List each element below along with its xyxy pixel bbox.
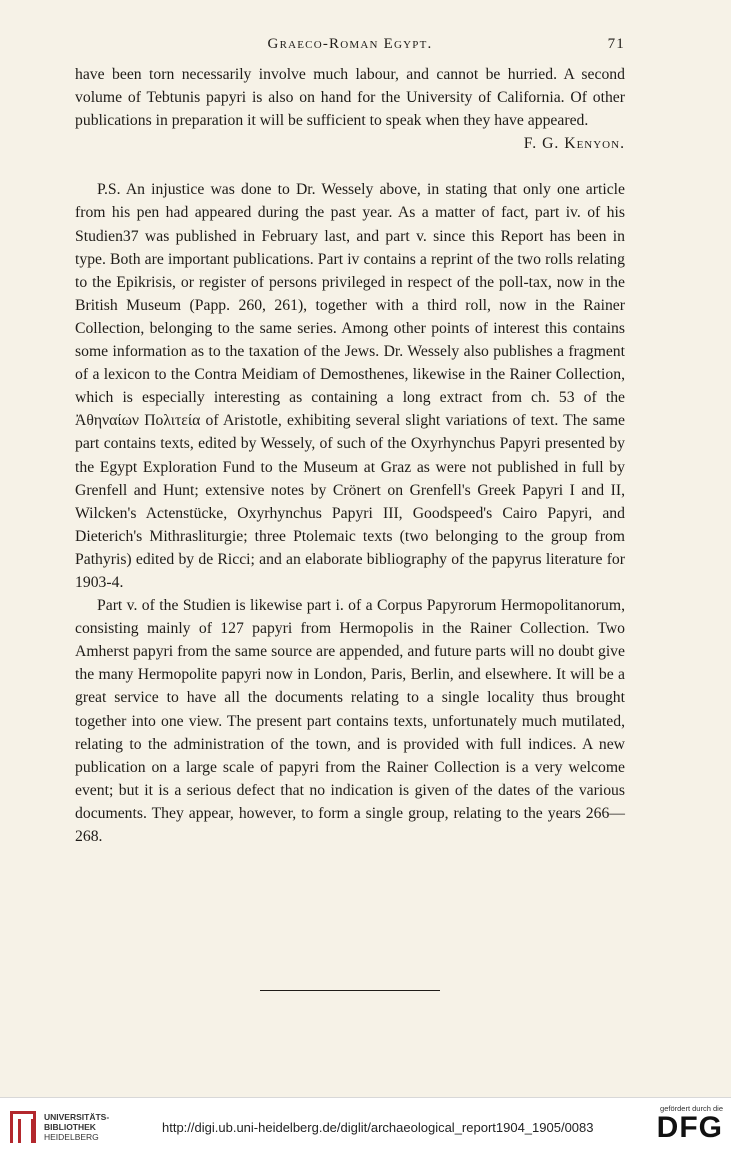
funder-block xyxy=(657,1104,723,1143)
library-line-3: HEIDELBERG xyxy=(44,1132,99,1142)
footer-bar xyxy=(0,1097,731,1155)
library-logo-icon xyxy=(10,1111,36,1143)
funder-note: gefördert durch die xyxy=(660,1104,723,1113)
dfg-logo: DFG xyxy=(656,1111,723,1144)
running-title: Graeco-Roman Egypt. xyxy=(267,36,433,52)
library-line-2: BIBLIOTHEK xyxy=(44,1122,96,1132)
library-name xyxy=(44,1112,109,1142)
signature: F. G. Kenyon. xyxy=(523,135,625,153)
paragraph-postscript: P.S. An injustice was done to Dr. Wessely above, in stating that only one article from his pen had appeared during the past year. As a matter of fact, part iv. of his Studien37 was published in February last, and part v. since this Report has been in type. Both are important publications. Part iv contains a reprint of the two rolls relating to the Epikrisis, or register of persons privileged in respect of the poll-tax, now in the British Museum (Papp. 260, 261), together with a third roll, now in the Rainer Collection, belonging to the same series. Among other points of interest this contains some information as to the taxation of the Jews. Dr. Wessely also publishes a fragment of a lexicon to the Contra Meidiam of Demosthenes, likewise in the Rainer Collection, which is especially interesting as containing a long extract from ch. 53 of the Ἀθηναίων Πολιτεία of Aristotle, exhibiting several slight variations of text. The same part contains texts, edited by Wessely, of such of the Oxyrhynchus Papyri presented by the Egypt Exploration Fund to the Museum at Graz as were not published in full by Grenfell and Hunt; extensive notes by Crönert on Grenfell's Greek Papyri I and II, Wilcken's Actenstücke, Oxyrhynchus Papyri III, Goodspeed's Cairo Papyri, and Dieterich's Mithrasliturgie; three Ptolemaic texts (two belonging to the group from Pathyris) edited by de Ricci; and an elaborate bibliography of the papyrus literature for 1903-4. xyxy=(75,181,625,591)
closing-rule xyxy=(260,990,440,991)
paragraph-3: Part v. of the Studien is likewise part i. of a Corpus Papyrorum Hermopolitanorum, consisting mainly of 127 papyri from Hermopolis in the Rainer Collection. Two Amherst papyri from the same source are appended, and future parts will no doubt give the many Hermopolite papyri now in London, Paris, Berlin, and elsewhere. It will be a great service to have all the documents relating to a single locality thus brought together into one view. The present part contains texts, unfortunately much mutilated, relating to the administration of the town, and is provided with full indices. A new publication on a large scale of papyri from the Rainer Collection is a very welcome event; but it is a serious defect that no indication is given of the dates of the various documents. They appear, however, to form a single group, relating to the years 266—268. xyxy=(75,597,625,845)
paragraph-1: have been torn necessarily involve much labour, and cannot be hurried. A second volume of Tebtunis papyri is also on hand for the University of California. Of other publications in preparation it will be sufficient to speak when they have appeared. xyxy=(75,66,625,130)
library-line-1: UNIVERSITÄTS- xyxy=(44,1112,110,1122)
permalink-url[interactable]: http://digi.ub.uni-heidelberg.de/diglit/archaeological_report1904_1905/0083 xyxy=(162,1120,594,1135)
page-number: 71 xyxy=(607,36,625,52)
body-text xyxy=(75,63,625,848)
